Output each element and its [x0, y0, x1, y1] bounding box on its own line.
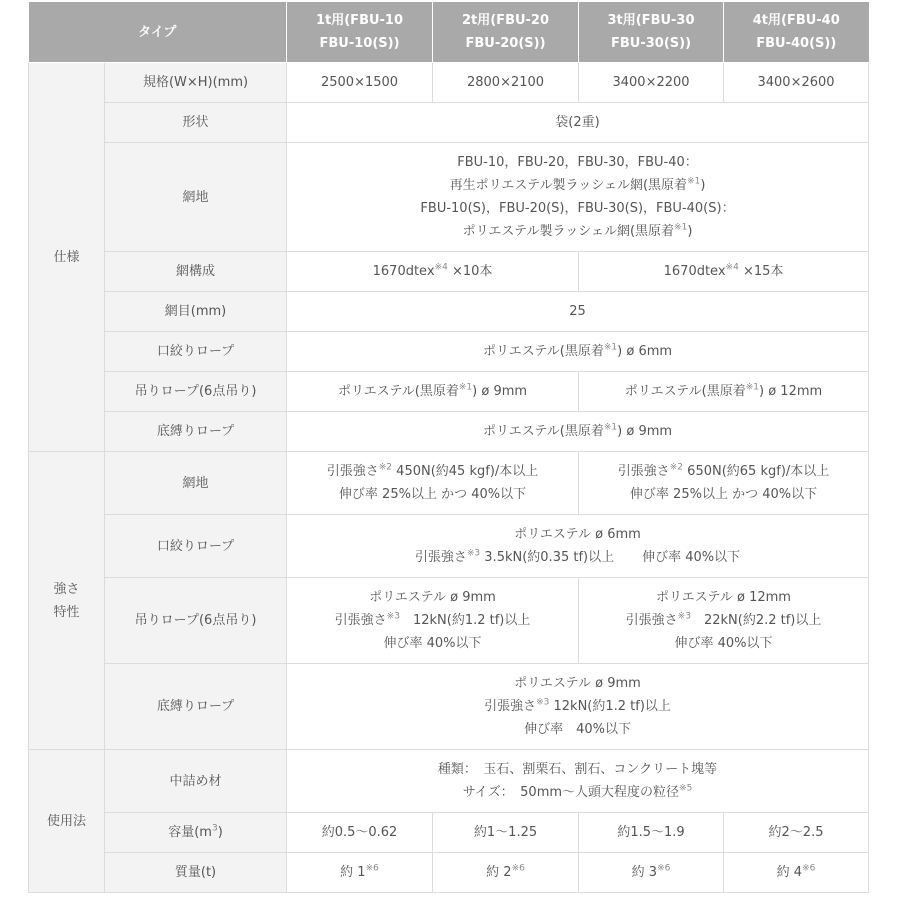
header-row: [29, 2, 869, 63]
cell-bottom: ポリエステル(黒原着$^{※1}$) ø 9mm: [287, 412, 869, 452]
row-capacity: [29, 813, 869, 853]
row-shape: [29, 103, 869, 143]
row-strength-drawstring: [29, 515, 869, 578]
cell-capacity-1t: 約0.5〜0.62: [287, 813, 433, 853]
cell-mesh-structure-right: 1670dtex$^{※4}$ ×15本: [579, 252, 869, 292]
cell-size-1t: 2500×1500: [287, 63, 433, 103]
header-col-2t: 2t用(FBU-20 FBU-20(S)): [433, 2, 579, 63]
spec-table-container: [28, 2, 868, 893]
label-mesh: 網地: [105, 143, 287, 252]
row-lifting: [29, 372, 869, 412]
row-filling: [29, 750, 869, 813]
cell-capacity-3t: 約1.5〜1.9: [579, 813, 724, 853]
cell-capacity-4t: 約2〜2.5: [724, 813, 869, 853]
cell-size-2t: 2800×2100: [433, 63, 579, 103]
row-drawstring: [29, 332, 869, 372]
header-col-4t: 4t用(FBU-40 FBU-40(S)): [724, 2, 869, 63]
group-strength: 強さ 特性: [29, 452, 105, 750]
row-mass: [29, 853, 869, 893]
cell-mass-2t: 約 2$^{※6}$: [433, 853, 579, 893]
cell-size-4t: 3400×2600: [724, 63, 869, 103]
cell-strength-lifting-right: ポリエステル ø 12mm 引張強さ$^{※3}$ 22kN(約2.2 tf)以上 伸び率 40%以下: [579, 578, 869, 664]
label-mesh-structure: 網構成: [105, 252, 287, 292]
label-bottom: 底縛りロープ: [105, 412, 287, 452]
group-usage: 使用法: [29, 750, 105, 893]
label-lifting: 吊りロープ(6点吊り): [105, 372, 287, 412]
header-col-1t: 1t用(FBU-10 FBU-10(S)): [287, 2, 433, 63]
label-drawstring: 口絞りロープ: [105, 332, 287, 372]
label-strength-mesh: 網地: [105, 452, 287, 515]
label-capacity: 容量$(m^3)$: [105, 813, 287, 853]
group-spec: 仕様: [29, 63, 105, 452]
row-bottom: [29, 412, 869, 452]
cell-lifting-left: ポリエステル(黒原着$^{※1}$) ø 9mm: [287, 372, 579, 412]
spec-table: [28, 2, 869, 893]
row-mesh-structure: [29, 252, 869, 292]
cell-strength-mesh-right: 引張強さ$^{※2}$ 650N(約65 kgf)/本以上 伸び率 25%以上 かつ 40%以下: [579, 452, 869, 515]
label-filling: 中詰め材: [105, 750, 287, 813]
cell-strength-bottom: ポリエステル ø 9mm 引張強さ$^{※3}$ 12kN(約1.2 tf)以上 伸び率 40%以下: [287, 664, 869, 750]
row-strength-mesh: [29, 452, 869, 515]
cell-mass-4t: 約 4$^{※6}$: [724, 853, 869, 893]
cell-mass-1t: 約 1$^{※6}$: [287, 853, 433, 893]
cell-size-3t: 3400×2200: [579, 63, 724, 103]
row-strength-bottom: [29, 664, 869, 750]
cell-mass-3t: 約 3$^{※6}$: [579, 853, 724, 893]
row-size: [29, 63, 869, 103]
row-mesh: [29, 143, 869, 252]
label-strength-lifting: 吊りロープ(6点吊り): [105, 578, 287, 664]
cell-lifting-right: ポリエステル(黒原着$^{※1}$) ø 12mm: [579, 372, 869, 412]
label-strength-drawstring: 口絞りロープ: [105, 515, 287, 578]
header-type: タイプ: [29, 2, 287, 63]
cell-mesh-size: 25: [287, 292, 869, 332]
cell-strength-drawstring: ポリエステル ø 6mm 引張強さ$^{※3}$ 3.5kN(約0.35 tf)以上 伸び率 40%以下: [287, 515, 869, 578]
row-strength-lifting: [29, 578, 869, 664]
label-mesh-size: 網目(mm): [105, 292, 287, 332]
cell-strength-mesh-left: 引張強さ$^{※2}$ 450N(約45 kgf)/本以上 伸び率 25%以上 かつ 40%以下: [287, 452, 579, 515]
cell-mesh: FBU-10，FBU-20，FBU-30，FBU-40： 再生ポリエステル製ラッシェル網(黒原着$^{※1}$) FBU-10(S)，FBU-20(S)，FBU-30(S)，FBU-40(S)： ポリエステル製ラッシェル網(黒原着$^{※1}$): [287, 143, 869, 252]
cell-strength-lifting-left: ポリエステル ø 9mm 引張強さ$^{※3}$ 12kN(約1.2 tf)以上 伸び率 40%以下: [287, 578, 579, 664]
label-strength-bottom: 底縛りロープ: [105, 664, 287, 750]
row-mesh-size: [29, 292, 869, 332]
cell-capacity-2t: 約1〜1.25: [433, 813, 579, 853]
cell-drawstring: ポリエステル(黒原着$^{※1}$) ø 6mm: [287, 332, 869, 372]
cell-shape: 袋(2重): [287, 103, 869, 143]
cell-filling: 種類： 玉石、割栗石、割石、コンクリート塊等 サイズ： 50mm〜人頭大程度の粒径$^{※5}$: [287, 750, 869, 813]
header-col-3t: 3t用(FBU-30 FBU-30(S)): [579, 2, 724, 63]
label-shape: 形状: [105, 103, 287, 143]
cell-mesh-structure-left: 1670dtex$^{※4}$ ×10本: [287, 252, 579, 292]
label-size: 規格(W×H)(mm): [105, 63, 287, 103]
label-mass: 質量(t): [105, 853, 287, 893]
